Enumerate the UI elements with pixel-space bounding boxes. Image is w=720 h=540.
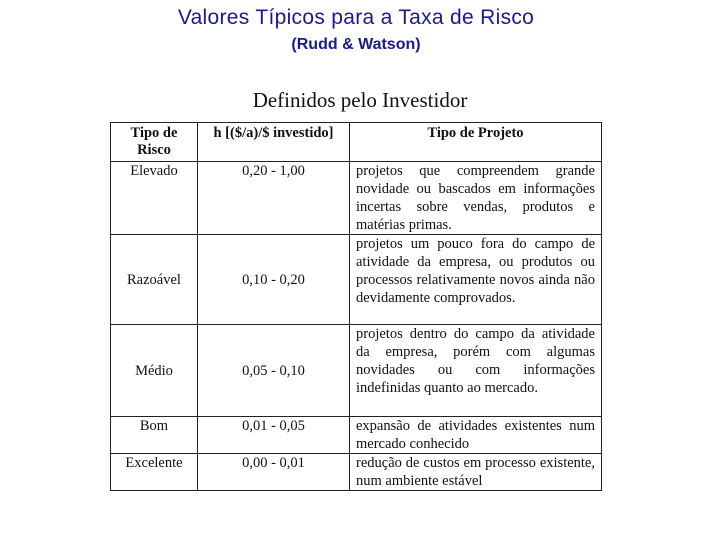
risk-level-cell: Bom <box>111 417 198 454</box>
project-type-cell: expansão de atividades existentes num mercado conhecido <box>350 417 602 454</box>
column-header-project-type: Tipo de Projeto <box>350 123 602 162</box>
table-row <box>111 162 602 235</box>
project-type-cell: projetos dentro do campo da atividade da empresa, porém com algumas novidades ou com informações indefinidas quanto ao mercado. <box>350 325 602 417</box>
page-title: Valores Típicos para a Taxa de Risco <box>177 6 535 29</box>
project-type-cell: projetos um pouco fora do campo de atividade da empresa, ou produtos ou processos relativamente novos ainda não devidamente comprovados. <box>350 235 602 325</box>
project-type-cell: redução de custos em processo existente, num ambiente estável <box>350 454 602 491</box>
risk-level-cell: Razoável <box>111 235 198 325</box>
h-value-cell: 0,05 - 0,10 <box>198 325 350 417</box>
section-heading: Definidos pelo Investidor <box>252 88 468 112</box>
page-subtitle: (Rudd & Watson) <box>291 36 421 53</box>
risk-level-cell: Elevado <box>111 162 198 235</box>
risk-level-cell: Excelente <box>111 454 198 491</box>
h-value-cell: 0,00 - 0,01 <box>198 454 350 491</box>
table-row <box>111 454 602 491</box>
table-row <box>111 235 602 325</box>
h-value-cell: 0,20 - 1,00 <box>198 162 350 235</box>
risk-rate-table <box>110 122 602 491</box>
h-value-cell: 0,10 - 0,20 <box>198 235 350 325</box>
risk-level-cell: Médio <box>111 325 198 417</box>
table-row <box>111 325 602 417</box>
h-value-cell: 0,01 - 0,05 <box>198 417 350 454</box>
column-header-h-value: h [($/a)/$ investido] <box>198 123 350 162</box>
column-header-risk-type: Tipo de Risco <box>111 123 198 162</box>
table-row <box>111 417 602 454</box>
table-header-row <box>111 123 602 162</box>
project-type-cell: projetos que compreendem grande novidade ou bascados em informações incertas sobre vendas, produtos e matérias primas. <box>350 162 602 235</box>
